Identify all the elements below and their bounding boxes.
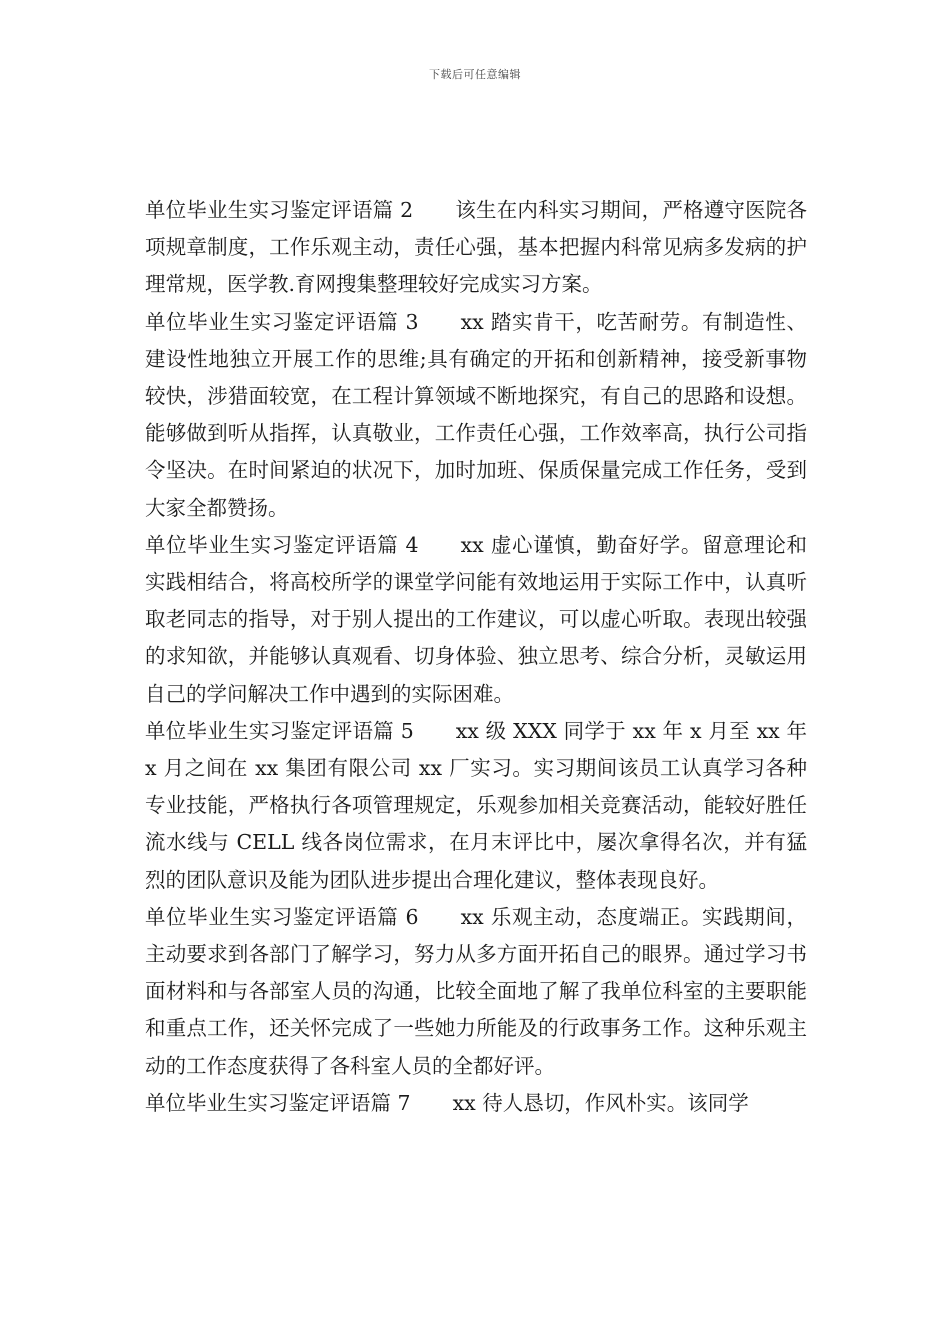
entry-title: 单位毕业生实习鉴定评语篇 5: [145, 718, 414, 743]
evaluation-entry-5: [145, 713, 807, 899]
entry-title: 单位毕业生实习鉴定评语篇 2: [145, 198, 414, 222]
header-note: 下载后可任意编辑: [429, 68, 521, 81]
entry-text: xx 踏实肯干，吃苦耐劳。有制造性、建设性地独立开展工作的思维;具有确定的开拓和创新精神，接受新事物较快，涉猎面较宽，在工程计算领域不断地探究，有自己的思路和设想。能够做到听从指挥，认真敬业，工作责任心强，工作效率高，执行公司指令坚决。在时间紧迫的状况下，加时加班、保质保量完成工作任务，受到大家全都赞扬。: [145, 309, 807, 520]
entry-text: xx 虚心谨慎，勤奋好学。留意理论和实践相结合，将高校所学的课堂学问能有效地运用于实际工作中，认真听取老同志的指导，对于别人提出的工作建议，可以虚心听取。表现出较强的求知欲，并能够认真观看、切身体验、独立思考、综合分析，灵敏运用自己的学问解决工作中遇到的实际困难。: [145, 532, 807, 706]
evaluation-entry-3: [145, 304, 807, 527]
entry-text: xx 级 XXX 同学于 xx 年 x 月至 xx 年 x 月之间在 xx 集团有限公司 xx 厂实习。实习期间该员工认真学习各种专业技能，严格执行各项管理规定，乐观参加相关竞赛活动，能较好胜任流水线与 CELL 线各岗位需求，在月末评比中，屡次拿得名次，并有猛烈的团队意识及能为团队进步提出合理化建议，整体表现良好。: [145, 718, 807, 892]
document-body: [145, 192, 807, 1122]
entry-title: 单位毕业生实习鉴定评语篇 7: [145, 1090, 411, 1115]
entry-title: 单位毕业生实习鉴定评语篇 6: [145, 904, 419, 929]
entry-title: 单位毕业生实习鉴定评语篇 3: [145, 309, 419, 334]
evaluation-entry-6: [145, 899, 807, 1085]
evaluation-entry-7: [145, 1085, 807, 1122]
evaluation-entry-2: [145, 192, 807, 304]
entry-text: xx 待人恳切，作风朴实。该同学: [452, 1090, 749, 1115]
entry-text: xx 乐观主动，态度端正。实践期间，主动要求到各部门了解学习，努力从多方面开拓自己的眼界。通过学习书面材料和与各部室人员的沟通，比较全面地了解了我单位科室的主要职能和重点工作，还关怀完成了一些她力所能及的行政事务工作。这种乐观主动的工作态度获得了各科室人员的全都好评。: [145, 904, 807, 1078]
entry-text: 该生在内科实习期间，严格遵守医院各项规章制度，工作乐观主动，责任心强，基本把握内科常见病多发病的护理常规，医学教.育网搜集整理较好完成实习方案。: [145, 198, 808, 297]
evaluation-entry-4: [145, 527, 807, 713]
entry-title: 单位毕业生实习鉴定评语篇 4: [145, 532, 419, 557]
